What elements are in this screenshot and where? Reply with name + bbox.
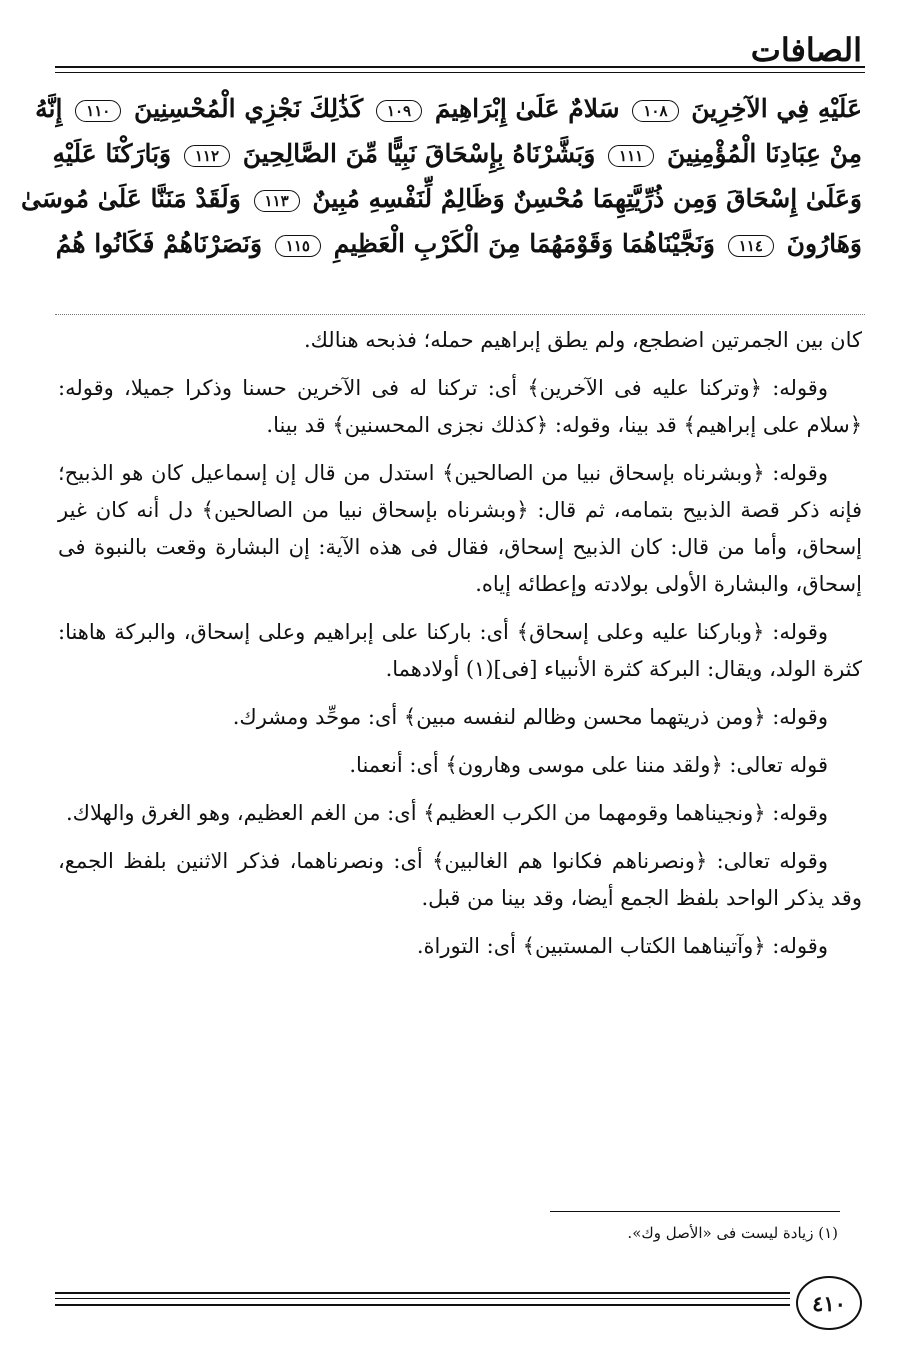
commentary-paragraph: وقوله: ﴿وتركنا عليه فى الآخرين﴾ أى: تركنا له فى الآخرين حسنا وذكرا جميلا، وقوله: ﴿سلام على إبراهيم﴾ قد بينا، وقوله: ﴿كذلك نجزى المحسنين﴾ قد بينا. <box>58 376 862 437</box>
quran-line <box>35 86 862 131</box>
quran-line <box>20 176 862 221</box>
commentary-paragraph: وقوله: ﴿ونجيناهما وقومهما من الكرب العظيم﴾ أى: من الغم العظيم، وهو الغرق والهلاك. <box>66 801 828 825</box>
commentary-paragraph: وقوله تعالى: ﴿ونصرناهم فكانوا هم الغالبين﴾ أى: ونصرناهما، فذكر الاثنين بلفظ الجمع، وقد يذكر الواحد بلفظ الجمع أيضا، وقد بينا من قبل. <box>58 849 862 910</box>
ayah-number-marker: ١١٥ <box>275 235 321 257</box>
verse-text: كَذَٰلِكَ نَجْزِي الْمُحْسِنِينَ <box>134 94 364 123</box>
quran-line <box>55 221 862 266</box>
ayah-number-marker: ١١١ <box>608 145 654 167</box>
footnote: (١) زيادة ليست فى «الأصل وك». <box>627 1224 838 1242</box>
commentary-paragraph: وقوله: ﴿ومن ذريتهما محسن وظالم لنفسه مبين﴾ أى: موحِّد ومشرك. <box>232 705 828 729</box>
footer-rule-bottom <box>55 1304 790 1306</box>
verse-text: وَهَارُونَ <box>786 229 862 258</box>
verse-text: وَعَلَىٰ إِسْحَاقَ وَمِن ذُرِّيَّتِهِمَا مُحْسِنٌ وَظَالِمٌ لِّنَفْسِهِ مُبِينٌ <box>312 184 862 213</box>
quran-line <box>52 131 862 176</box>
verse-text: وَلَقَدْ مَنَنَّا عَلَىٰ مُوسَىٰ <box>20 184 241 213</box>
ayah-number-marker: ١٠٩ <box>376 100 422 122</box>
verse-text: مِنْ عِبَادِنَا الْمُؤْمِنِينَ <box>666 139 862 168</box>
header-rule-thin <box>55 72 865 73</box>
page-number: ٤١٠ <box>796 1276 862 1330</box>
ayah-number-marker: ١١٤ <box>728 235 774 257</box>
commentary-paragraph: وقوله: ﴿وبشرناه بإسحاق نبيا من الصالحين﴾ استدل من قال إن إسماعيل كان هو الذبيح؛ فإنه ذكر قصة الذبيح بتمامه، ثم قال: ﴿وبشرناه بإسحاق نبيا من الصالحين﴾ دل أنه كان غير إسحاق، وأما من قال: كان الذبيح إسحاق، فقال فى هذه الآية: إن البشارة وقعت بالنبوة فى إسحاق، والبشارة الأولى بولادته وإعطائه إياه. <box>58 461 862 596</box>
footer-rule-thin <box>55 1298 790 1299</box>
verse-text: وَنَصَرْنَاهُمْ فَكَانُوا هُمُ <box>55 229 263 258</box>
verse-text: وَبَارَكْنَا عَلَيْهِ <box>52 139 172 168</box>
ayah-number-marker: ١١٠ <box>75 100 121 122</box>
quran-verses-block <box>20 86 862 266</box>
verse-text: إِنَّهُ <box>35 94 63 123</box>
footnote-rule <box>550 1211 840 1212</box>
footer-rule-top <box>55 1292 790 1294</box>
verse-text: عَلَيْهِ فِي الآخِرِينَ <box>691 94 862 123</box>
commentary-paragraph: وقوله: ﴿وآتيناهما الكتاب المستبين﴾ أى: التوراة. <box>416 934 828 958</box>
verse-text: وَنَجَّيْنَاهُمَا وَقَوْمَهُمَا مِنَ الْكَرْبِ الْعَظِيمِ <box>333 229 715 258</box>
commentary-paragraph: قوله تعالى: ﴿ولقد مننا على موسى وهارون﴾ أى: أنعمنا. <box>349 753 828 777</box>
commentary-paragraph: وقوله: ﴿وباركنا عليه وعلى إسحاق﴾ أى: باركنا على إبراهيم وعلى إسحاق، والبركة هاهنا: كثرة الولد، ويقال: البركة كثرة الأنبياء [فى](١) أولادهما. <box>58 620 862 681</box>
commentary-paragraph: كان بين الجمرتين اضطجع، ولم يطق إبراهيم حمله؛ فذبحه هنالك. <box>303 328 862 352</box>
verse-text: وَبَشَّرْنَاهُ بِإِسْحَاقَ نَبِيًّا مِّنَ الصَّالِحِينَ <box>242 139 596 168</box>
header-rule-thick <box>55 66 865 68</box>
tafsir-commentary <box>58 322 862 976</box>
section-divider <box>55 314 865 315</box>
surah-title: الصافات <box>750 31 862 69</box>
ayah-number-marker: ١٠٨ <box>632 100 678 122</box>
ayah-number-marker: ١١٣ <box>254 190 300 212</box>
ayah-number-marker: ١١٢ <box>184 145 230 167</box>
verse-text: سَلامٌ عَلَىٰ إِبْرَاهِيمَ <box>434 94 620 123</box>
